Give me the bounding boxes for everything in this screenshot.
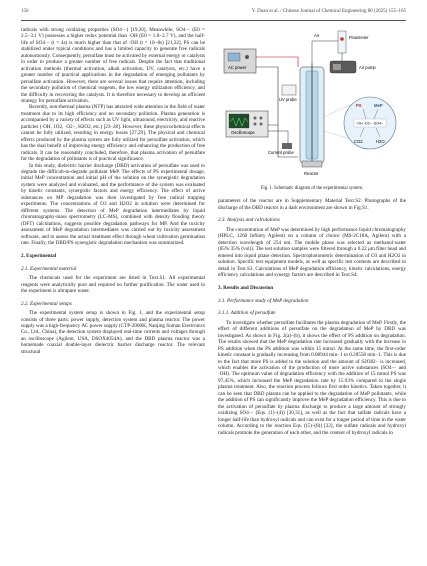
subsection-heading: 2.3. Analysis and calculations	[218, 217, 280, 224]
paragraph: parameters of the reactor are in Supplementary Material Text.S2. Photographs of the discharge of the DBD reactor in a dark environment are shown in Fig.S1.	[218, 198, 406, 211]
flowmeter-label: Flowmeter	[349, 35, 369, 40]
section-heading: 3. Results and Discussion	[218, 285, 274, 292]
current-probe-label: Current probe	[268, 150, 294, 155]
current-probe-box	[282, 143, 292, 149]
subsection-heading: 2.1. Experimental material	[21, 265, 77, 272]
running-header	[21, 9, 406, 19]
oscilloscope-screen	[229, 114, 249, 128]
air-pump-label: Air pump	[359, 65, 376, 70]
paragraph: The experimental system setup is shown in Fig. 1, and the experimental setup consists of three parts: power supply, detection system and plasma reactor. The power supply was a high-frequency AC power supply (CTP-2000K, Nanjing Suman Electronics Co., Ltd., China), the detection system displayed real-time currents and voltages through an oscilloscope (Agilent, USA, DSOX4054A), and the DBD plasma reactor was a homemade coaxial double-layer dielectric barrier discharge reactor. The relevant structural	[21, 310, 205, 355]
figure-1	[218, 27, 406, 183]
subsubsection-heading: 3.1.1. Addition of persulfate	[218, 310, 276, 317]
radicals-label: ·OH ·O2− ·SO4−	[356, 121, 384, 126]
reactor-label: Reactor	[304, 171, 319, 176]
flowmeter-tube	[338, 31, 346, 53]
subsection-heading: 2.2. Experimental setups	[21, 300, 72, 307]
ac-power-label: AC power	[228, 65, 247, 70]
subsection-heading: 3.1. Performance study of MeP degradation	[218, 297, 309, 304]
section-heading: 2. Experimental	[21, 253, 57, 260]
paragraph: The concentration of MeP was determined by high performance liquid chromatography (HPLC, 1260 Infinity Agilent) on a column of choice (MS-2C18A, Agilent) with a detection wavelength of 254 nm. The mobile phase was selected as methanol:water (65%:35% (vol)). The test solution samples were filtered through a 0.22 μm filter head and entered into liquid phase detection. Spectrophotometric determination of O3 and H2O2 in solution. Specific test equipment models, as well as specific test contents are described in detail in Text.S3. Calculations of MeP degradation efficiency, kinetic calculations, energy efficiency calculations and synergy factors are described in Text.S4.	[218, 226, 406, 278]
uv-probe-label: UV probe	[279, 97, 297, 102]
gas-line	[312, 41, 338, 63]
oscilloscope-knob	[254, 123, 257, 126]
uv-probe-box	[282, 85, 296, 95]
hv-wire	[256, 57, 298, 67]
header-rule	[21, 20, 406, 21]
oscilloscope-knob	[260, 123, 263, 126]
paragraph: The chemicals used for the experiment are listed in Text.S1. All experimental reagents were analytically pure and required no further purification. The water used in the experiment is ultrapure water.	[21, 275, 205, 295]
paragraph: In this study, dielectric barrier discharge (DBD) activation of persulfate was used to degrade the difficult-to-degrade pollutant MeP. The effects of PS experimental dosage, initial MeP concentration and initial pH of the solution on the synergistic degradation system were analyzed and evaluated, and the performance of the system was evaluated by kinetic constants, synergistic factors and energy efficiency. The effect of active substances on MP degradation was then investigated by free radical trapping experiments. The concentrations of O3 and H2O2 in solution were determined for different systems. The detection of MeP degradation intermediates by liquid chromatography-mass spectrometry (LC-MS), combined with density flooding theory (DFT) calculations, suggests possible degradation pathways for MP. And the toxicity assessment of MeP degradation intermediates was carried out by toxicity assessment software, and to assess the actual treatment effect through wheat cultivation germination rate. Finally, the DBD/PS synergistic degradation mechanism was summarized.	[21, 162, 205, 246]
mep-label: MeP	[374, 103, 383, 108]
figure-caption: Fig. 1. Schematic diagram of the experimental system.	[260, 186, 364, 191]
oscilloscope-label: Oscilloscope	[231, 130, 255, 135]
paragraph: To investigate whether persulfate facilitates the plasma degradation of MeP. Firstly, the effect of different additions of persulfate on the degradation of MeP by DBD was investigated. As shown in Fig. 2(a)–(b), it shows the effect of PS addition on degradation. The results showed that the MeP degradation rate increased gradually with the increase in PS addition when the PS addition was within 15 mmol. At the same time, the first-order kinetic constant is gradually increasing from 0.08944 min−1 to 0.20558 min−1. This is due to the fact that more PS is added to the solution and the amount of S2O82− is increased, which enables the activation of the production of more active substances (SO4·− and ·OH). The optimum value of degradation efficiency with the addition of 15 mmol PS was 97.45%, which increased the MeP degradation rate by 15.93% compared to the single plasma treatment. Also, the reaction process follows first order kinetics. Taken together, it can be seen that DBD plasma can be applied to the degradation of MeP pollutants, while the addition of PS can significantly improve the MeP degradation efficiency. This is due to the activation of persulfate by plasma discharge to produce a large amount of strongly oxidizing SO4·− (Eqs. (1)–(4)) [30,31], as well as the fact that sulfate radicals have a longer half-life than hydroxyl radicals and can exist for a longer period of time in the water column. According to the reaction Eqs. ((5)–(8)) [32], the sulfate radicals and hydroxyl radicals promote the generation of each other, and the content of hydroxyl radicals in	[218, 319, 406, 436]
reactor-base	[302, 161, 322, 167]
right-column	[218, 27, 406, 436]
co2-label: CO2	[354, 139, 363, 144]
ps-label: PS	[356, 103, 362, 108]
page-number: 156	[21, 9, 29, 14]
left-column	[21, 27, 205, 355]
air-label: Air	[314, 33, 320, 38]
flowmeter-float	[340, 37, 344, 41]
paragraph: radicals with strong oxidizing properties (SO4·−) [19,20]. Meanwhile, SO4·− (E0 = 2.5−3.1 V) possesses a higher redox potential than ·OH (E0 = 1.8−2.7 V), and the half-life of SO4·− (t = 4s) is much higher than that of ·OH (t = 10−8s) [21,22]. PS can be stabilized under typical conditions and has a limited capacity to generate free radicals autonomously. Consequently, persulfate must be activated by external energy or catalysts in order to produce a greater number of free radicals. Despite the fact that traditional activation methods (thermal activation, alkali activation, UV, catalysts, etc.) have a greater number of practical applications in the degradation of emerging pollutants by persulfate activation. However, there are several issues that require attention, including the secondary pollution of chemical reagents, the low energy utilization efficiency, and the difficulty in recovering the catalysts. It is therefore necessary to develop an efficient strategy for persulfate activation.	[21, 27, 205, 104]
ac-power-display	[228, 53, 240, 61]
experimental-system-diagram	[218, 27, 406, 183]
h2o-label: H2O	[376, 139, 385, 144]
air-pump-panel	[333, 64, 341, 70]
oscilloscope-knob	[254, 117, 257, 120]
journal-citation: Y. Duan et al. / Chinese Journal of Chemical Engineering 80 (2025) 155–165	[251, 9, 406, 14]
oscilloscope-knob	[260, 117, 263, 120]
ac-power-knob	[245, 55, 249, 59]
paragraph: Recently, non-thermal plasma (NTP) has attracted wide attention in the field of water treatment due to its high efficiency and no secondary pollution. Plasma generation is accompanied by a variety of effects such as UV light, ultrasound, electricity, and reactive particles (·OH, 1O2, ·O2−, H2O2, etc.) [23–28]. However, these physicochemical effects cannot be fully utilized, resulting in energy losses [27,29]. The physical and chemical effects produced by the plasma system are fully utilized for persulfate activation, which has the dual benefit of improving energy efficiency and enhancing the production of free radicals. It can be reasonably concluded, therefore, that plasma activation of persulfate for the degradation of pollutants is of practical significance.	[21, 104, 205, 163]
